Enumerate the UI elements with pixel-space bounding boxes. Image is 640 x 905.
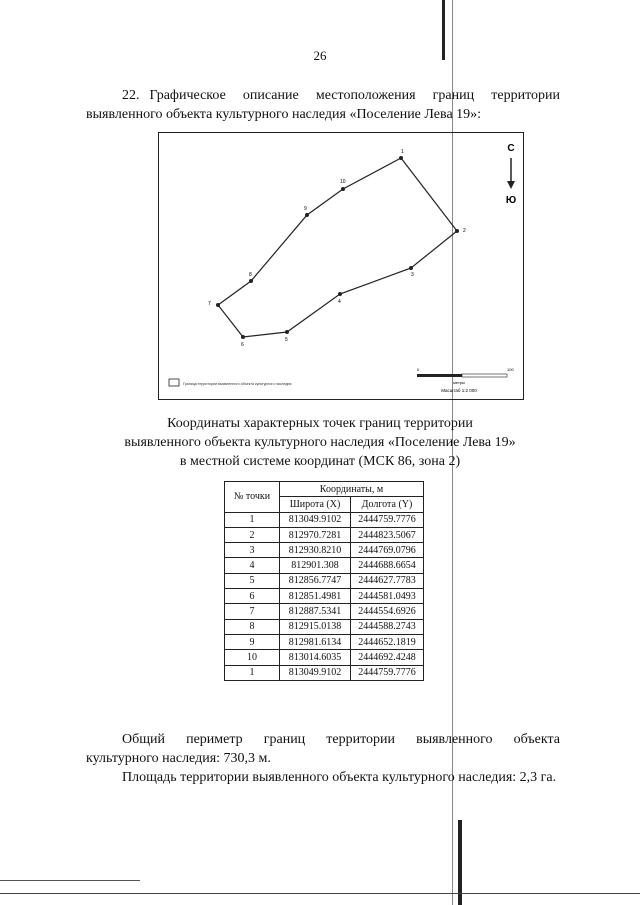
vertex-label: 2 [463, 228, 466, 234]
table-row [225, 604, 424, 619]
vertex-point [338, 292, 342, 296]
table-row [225, 619, 424, 634]
table-row [225, 527, 424, 542]
cell-point: 6 [225, 589, 280, 604]
cell-point: 2 [225, 527, 280, 542]
cell-lat: 813049.9102 [280, 512, 351, 527]
boundary-map-svg [159, 133, 524, 400]
table-row [225, 512, 424, 527]
boundary-vertices [208, 149, 466, 348]
boundary-polygon [218, 158, 457, 337]
scale-unit: метры [453, 380, 465, 385]
vertex-label: 4 [338, 299, 341, 305]
cell-lat: 812851.4981 [280, 589, 351, 604]
vertex-point [305, 213, 309, 217]
vertex-point [341, 187, 345, 191]
cell-point: 9 [225, 634, 280, 649]
cell-lat: 812970.7281 [280, 527, 351, 542]
cell-lat: 812930.8210 [280, 543, 351, 558]
vertex-point [241, 335, 245, 339]
cell-lat: 813014.6035 [280, 650, 351, 665]
vertex-point [399, 156, 403, 160]
cell-lon: 2444652.1819 [351, 634, 424, 649]
header-point: № точки [225, 482, 280, 513]
vertex-label: 6 [241, 342, 244, 348]
boundary-map [158, 132, 524, 400]
table-caption [80, 414, 560, 471]
cell-lon: 2444581.0493 [351, 589, 424, 604]
vertex-label: 5 [285, 337, 288, 343]
legend-swatch [169, 379, 179, 386]
caption-line-1: Координаты характерных точек границ территории [167, 416, 473, 431]
cell-point: 7 [225, 604, 280, 619]
table-row [225, 589, 424, 604]
cell-point: 4 [225, 558, 280, 573]
cell-lat: 812915.0138 [280, 619, 351, 634]
cell-point: 1 [225, 665, 280, 680]
page-number: 26 [313, 48, 327, 63]
cell-lon: 2444688.6654 [351, 558, 424, 573]
scale-ratio: Масштаб 1:2 000 [441, 388, 477, 393]
cell-point: 3 [225, 543, 280, 558]
scale-bar-white [462, 374, 507, 377]
cell-point: 1 [225, 512, 280, 527]
cell-lon: 2444554.6926 [351, 604, 424, 619]
section-number: 22. [122, 88, 140, 103]
table-row [225, 665, 424, 680]
north-label: С [507, 143, 515, 154]
cell-lon: 2444692.4248 [351, 650, 424, 665]
scale-bar-black [417, 374, 462, 377]
perimeter-text-line-1: Общий периметр границ территории выявленного объекта [122, 732, 560, 747]
section-title: Графическое описание местоположения границ территории выявленного объекта культурного наследия «Поселение Лева 19»: [86, 88, 560, 122]
vertex-label: 8 [249, 272, 252, 278]
cell-lat: 812901.308 [280, 558, 351, 573]
cell-lon: 2444627.7783 [351, 573, 424, 588]
scale-end: 100 [507, 367, 514, 372]
coordinates-table [224, 481, 424, 681]
cell-point: 8 [225, 619, 280, 634]
legend-text: Граница территории выявленного объекта культурного наследия [183, 382, 292, 386]
table-row [225, 558, 424, 573]
vertex-label: 7 [208, 301, 211, 307]
vertex-point [455, 229, 459, 233]
table-row [225, 650, 424, 665]
vertex-label: 3 [411, 272, 414, 278]
cell-lon: 2444769.0796 [351, 543, 424, 558]
header-lon: Долгота (Y) [351, 497, 424, 512]
vertex-point [249, 279, 253, 283]
cell-lon: 2444759.7776 [351, 512, 424, 527]
cell-point: 5 [225, 573, 280, 588]
caption-line-2: выявленного объекта культурного наследия «Поселение Лева 19» [124, 435, 516, 450]
scan-artifact-horizontal-bottom [0, 893, 640, 894]
scale-start: 0 [417, 367, 420, 372]
header-lat: Широта (X) [280, 497, 351, 512]
caption-line-3: в местной системе координат (МСК 86, зона 2) [179, 454, 461, 469]
vertex-label: 1 [401, 149, 404, 155]
vertex-label: 9 [304, 206, 307, 212]
vertex-point [409, 266, 413, 270]
table-row [225, 573, 424, 588]
table-row [225, 543, 424, 558]
cell-lat: 812981.6134 [280, 634, 351, 649]
table-row [225, 634, 424, 649]
section-heading [86, 86, 560, 124]
cell-lat: 812887.5341 [280, 604, 351, 619]
cell-point: 10 [225, 650, 280, 665]
vertex-point [216, 303, 220, 307]
compass-arrow-head [507, 181, 515, 189]
scan-artifact-left-bottom [0, 880, 140, 881]
cell-lat: 813049.9102 [280, 665, 351, 680]
cell-lat: 812856.7747 [280, 573, 351, 588]
vertex-point [285, 330, 289, 334]
area-text: Площадь территории выявленного объекта культурного наследия: 2,3 га. [122, 770, 557, 785]
south-label: Ю [505, 195, 517, 206]
cell-lon: 2444588.2743 [351, 619, 424, 634]
perimeter-text-line-2: культурного наследия: 730,3 м. [86, 751, 271, 766]
header-coords: Координаты, м [280, 482, 424, 497]
cell-lon: 2444823.5067 [351, 527, 424, 542]
cell-lon: 2444759.7776 [351, 665, 424, 680]
vertex-label: 10 [340, 179, 346, 185]
